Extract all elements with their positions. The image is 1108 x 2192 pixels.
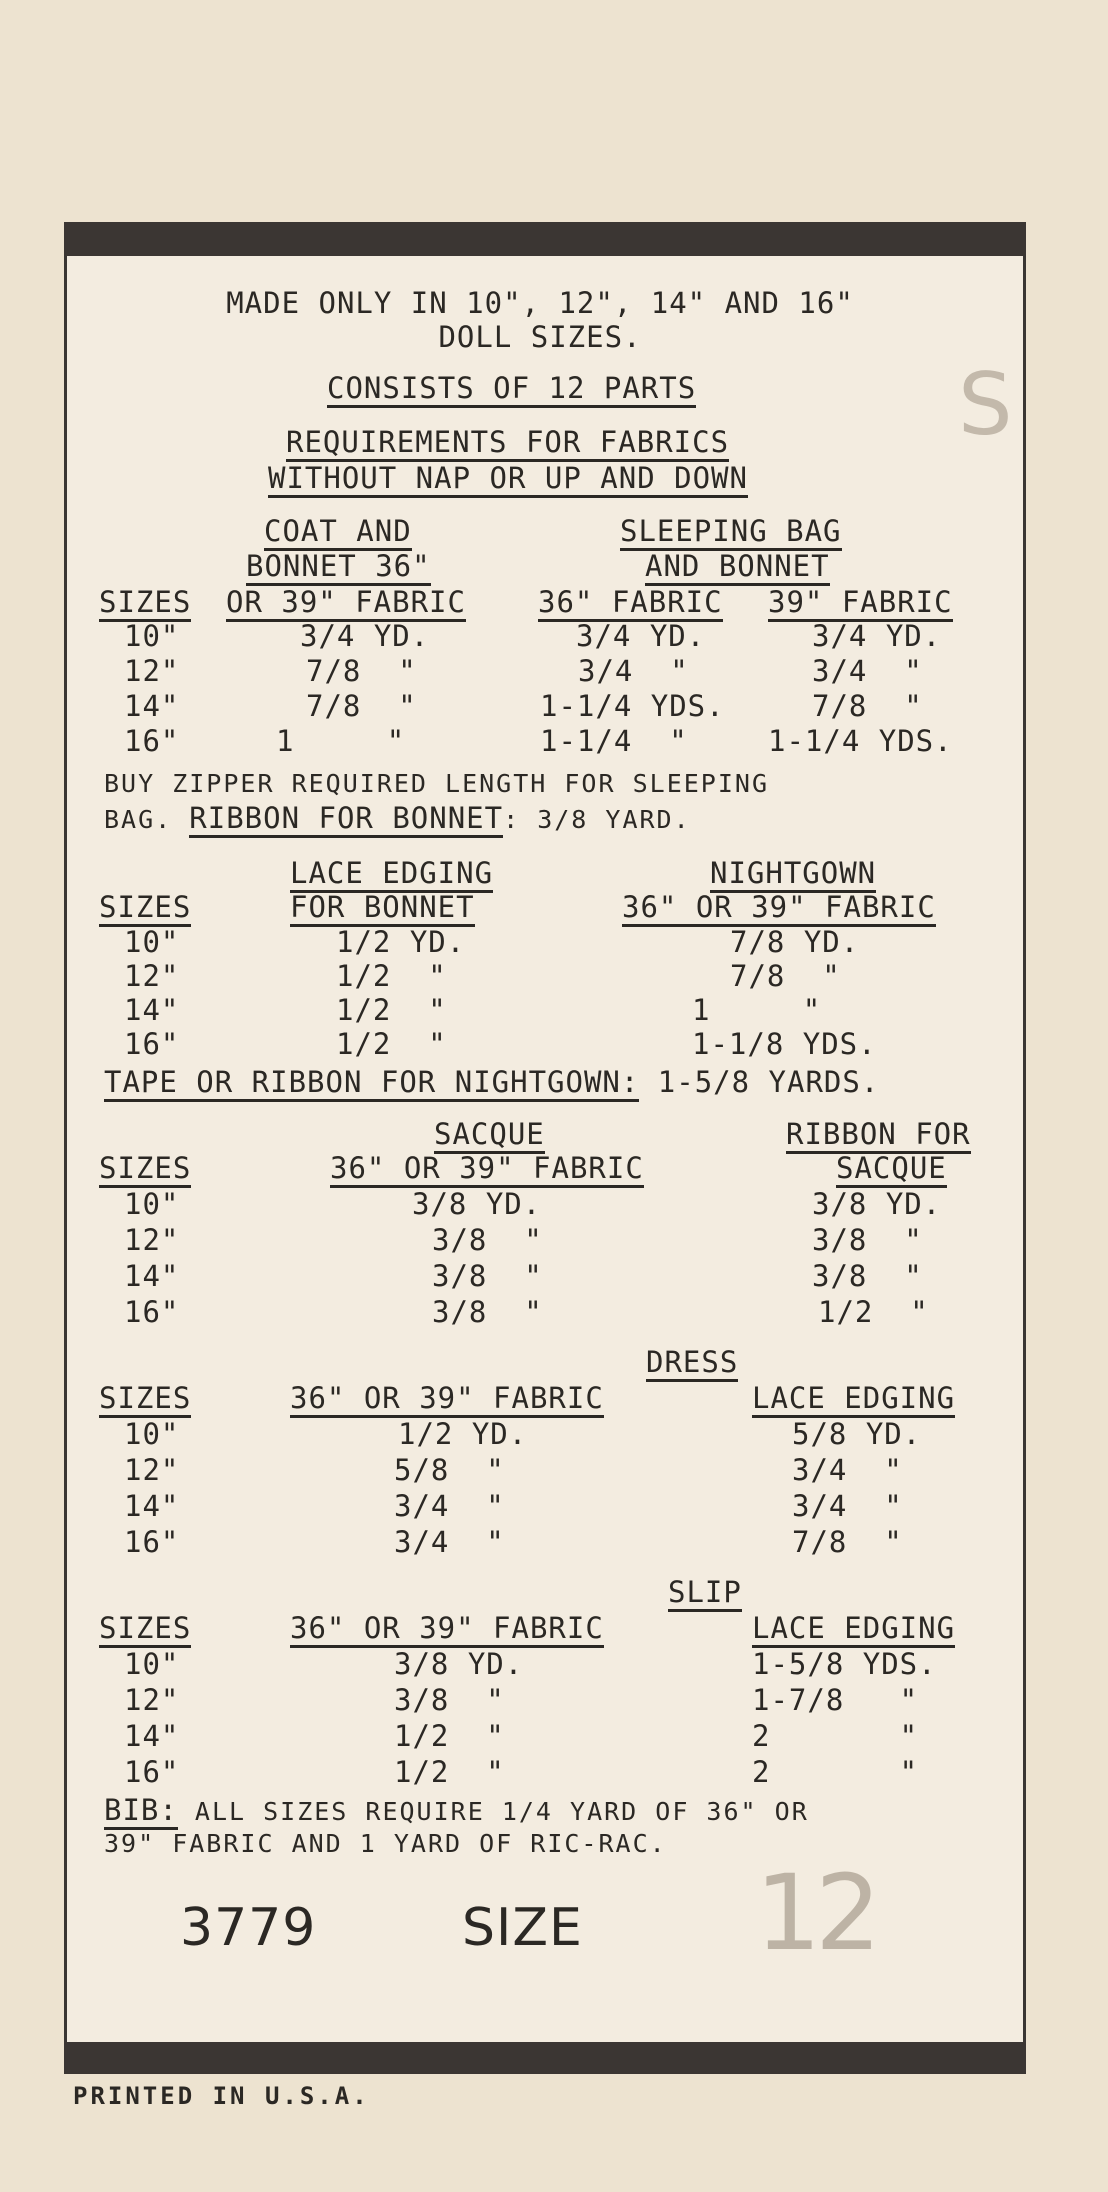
sacque-heading: SACQUE xyxy=(434,1117,545,1154)
top-border-bar xyxy=(64,222,1026,256)
size-cell: 10" xyxy=(124,1417,180,1451)
slip-fabric-cell: 3/8 YD. xyxy=(394,1647,524,1681)
sleeping-36-cell: 3/4 YD. xyxy=(576,619,706,653)
sacque-ribbon-cell: 3/8 " xyxy=(812,1223,923,1257)
sleeping-36-cell: 1-1/4 YDS. xyxy=(540,689,725,723)
size-cell: 16" xyxy=(124,724,180,758)
printed-in-footer: PRINTED IN U.S.A. xyxy=(73,2082,370,2110)
size-cell: 10" xyxy=(124,925,180,959)
sacque-fabric-heading: 36" OR 39" FABRIC xyxy=(330,1151,644,1188)
size-cell: 14" xyxy=(124,689,180,723)
size-cell: 10" xyxy=(124,619,180,653)
coat-cell: 7/8 " xyxy=(306,689,417,723)
slip-lace-cell: 1-7/8 " xyxy=(752,1683,919,1717)
size-cell: 12" xyxy=(124,1223,180,1257)
nightgown-cell: 7/8 YD. xyxy=(730,925,860,959)
lace-cell: 1/2 " xyxy=(336,1027,447,1061)
size-label: SIZE xyxy=(462,1898,583,1958)
slip-lace-heading: LACE EDGING xyxy=(752,1611,955,1648)
sleeping-36-cell: 1-1/4 " xyxy=(540,724,688,758)
tape-note: TAPE OR RIBBON FOR NIGHTGOWN: 1-5/8 YARDS. xyxy=(104,1066,879,1098)
nightgown-cell: 1-1/8 YDS. xyxy=(692,1027,877,1061)
zipper-note: BUY ZIPPER REQUIRED LENGTH FOR SLEEPING xyxy=(104,769,769,798)
dress-sizes-heading: SIZES xyxy=(99,1381,191,1418)
dress-heading: DRESS xyxy=(646,1345,738,1382)
intro-line-2: DOLL SIZES. xyxy=(438,320,642,354)
sacque-ribbon-heading-2: SACQUE xyxy=(836,1151,947,1188)
slip-sizes-heading: SIZES xyxy=(99,1611,191,1648)
size-cell: 14" xyxy=(124,1719,180,1753)
size-cell: 14" xyxy=(124,1259,180,1293)
sleeping-36-cell: 3/4 " xyxy=(578,654,689,688)
sleeping-39-heading: 39" FABRIC xyxy=(768,585,953,622)
nightgown-heading-2: 36" OR 39" FABRIC xyxy=(622,890,936,927)
lace-bonnet-heading-1: LACE EDGING xyxy=(290,856,493,893)
sacque-ribbon-cell: 1/2 " xyxy=(818,1295,929,1329)
nightgown-cell: 1 " xyxy=(692,993,822,1027)
sacque-ribbon-cell: 3/8 " xyxy=(812,1259,923,1293)
ghost-letter-mark: S xyxy=(958,355,1013,455)
ribbon-note: BAG. RIBBON FOR BONNET: 3/8 YARD. xyxy=(104,802,691,836)
size-cell: 12" xyxy=(124,959,180,993)
sacque-ribbon-cell: 3/8 YD. xyxy=(812,1187,942,1221)
bottom-border-bar xyxy=(64,2042,1026,2074)
slip-fabric-cell: 3/8 " xyxy=(394,1683,505,1717)
sleeping-bag-heading-1: SLEEPING BAG xyxy=(620,514,842,551)
intro-line-1: MADE ONLY IN 10", 12", 14" AND 16" xyxy=(226,286,854,320)
parts-count-heading: CONSISTS OF 12 PARTS xyxy=(327,371,696,408)
sleeping-36-heading: 36" FABRIC xyxy=(538,585,723,622)
size-cell: 10" xyxy=(124,1187,180,1221)
size-cell: 16" xyxy=(124,1027,180,1061)
size-cell: 16" xyxy=(124,1755,180,1789)
size-stamp: 12 xyxy=(755,1852,876,1974)
slip-lace-cell: 1-5/8 YDS. xyxy=(752,1647,937,1681)
nightgown-sizes-heading: SIZES xyxy=(99,890,191,927)
coat-heading-1: COAT AND xyxy=(264,514,412,551)
lace-cell: 1/2 YD. xyxy=(336,925,466,959)
sleeping-bag-heading-2: AND BONNET xyxy=(645,549,830,586)
nightgown-cell: 7/8 " xyxy=(730,959,841,993)
requirements-heading: REQUIREMENTS FOR FABRICS xyxy=(286,425,729,462)
slip-heading: SLIP xyxy=(668,1575,742,1612)
slip-fabric-cell: 1/2 " xyxy=(394,1755,505,1789)
dress-fabric-cell: 5/8 " xyxy=(394,1453,505,1487)
sleeping-39-cell: 1-1/4 YDS. xyxy=(768,724,953,758)
size-cell: 12" xyxy=(124,1683,180,1717)
bib-note-line-1: BIB: ALL SIZES REQUIRE 1/4 YARD OF 36" OR xyxy=(104,1794,809,1828)
coat-cell: 3/4 YD. xyxy=(300,619,430,653)
dress-lace-cell: 7/8 " xyxy=(792,1525,903,1559)
dress-fabric-cell: 3/4 " xyxy=(394,1489,505,1523)
slip-lace-cell: 2 " xyxy=(752,1755,919,1789)
coat-heading-3: OR 39" FABRIC xyxy=(226,585,466,622)
size-cell: 12" xyxy=(124,654,180,688)
sacque-fabric-cell: 3/8 YD. xyxy=(412,1187,542,1221)
lace-bonnet-heading-2: FOR BONNET xyxy=(290,890,475,927)
requirements-subheading: WITHOUT NAP OR UP AND DOWN xyxy=(268,461,748,498)
dress-fabric-heading: 36" OR 39" FABRIC xyxy=(290,1381,604,1418)
coat-heading-2: BONNET 36" xyxy=(246,549,431,586)
sacque-fabric-cell: 3/8 " xyxy=(432,1295,543,1329)
sleeping-39-cell: 3/4 " xyxy=(812,654,923,688)
coat-cell: 1 " xyxy=(276,724,406,758)
pattern-number: 3779 xyxy=(180,1898,317,1958)
dress-lace-heading: LACE EDGING xyxy=(752,1381,955,1418)
size-cell: 16" xyxy=(124,1525,180,1559)
slip-lace-cell: 2 " xyxy=(752,1719,919,1753)
sleeping-39-cell: 7/8 " xyxy=(812,689,923,723)
sacque-fabric-cell: 3/8 " xyxy=(432,1223,543,1257)
dress-lace-cell: 3/4 " xyxy=(792,1489,903,1523)
coat-cell: 7/8 " xyxy=(306,654,417,688)
slip-fabric-heading: 36" OR 39" FABRIC xyxy=(290,1611,604,1648)
dress-fabric-cell: 1/2 YD. xyxy=(398,1417,528,1451)
slip-fabric-cell: 1/2 " xyxy=(394,1719,505,1753)
lace-cell: 1/2 " xyxy=(336,993,447,1027)
sleeping-39-cell: 3/4 YD. xyxy=(812,619,942,653)
nightgown-heading-1: NIGHTGOWN xyxy=(710,856,876,893)
bib-note-line-2: 39" FABRIC AND 1 YARD OF RIC-RAC. xyxy=(104,1829,667,1858)
sacque-sizes-heading: SIZES xyxy=(99,1151,191,1188)
size-cell: 16" xyxy=(124,1295,180,1329)
size-cell: 12" xyxy=(124,1453,180,1487)
dress-lace-cell: 3/4 " xyxy=(792,1453,903,1487)
sacque-ribbon-heading-1: RIBBON FOR xyxy=(786,1117,971,1154)
coat-sizes-heading: SIZES xyxy=(99,585,191,622)
size-cell: 14" xyxy=(124,1489,180,1523)
size-cell: 14" xyxy=(124,993,180,1027)
sacque-fabric-cell: 3/8 " xyxy=(432,1259,543,1293)
size-cell: 10" xyxy=(124,1647,180,1681)
dress-lace-cell: 5/8 YD. xyxy=(792,1417,922,1451)
dress-fabric-cell: 3/4 " xyxy=(394,1525,505,1559)
lace-cell: 1/2 " xyxy=(336,959,447,993)
